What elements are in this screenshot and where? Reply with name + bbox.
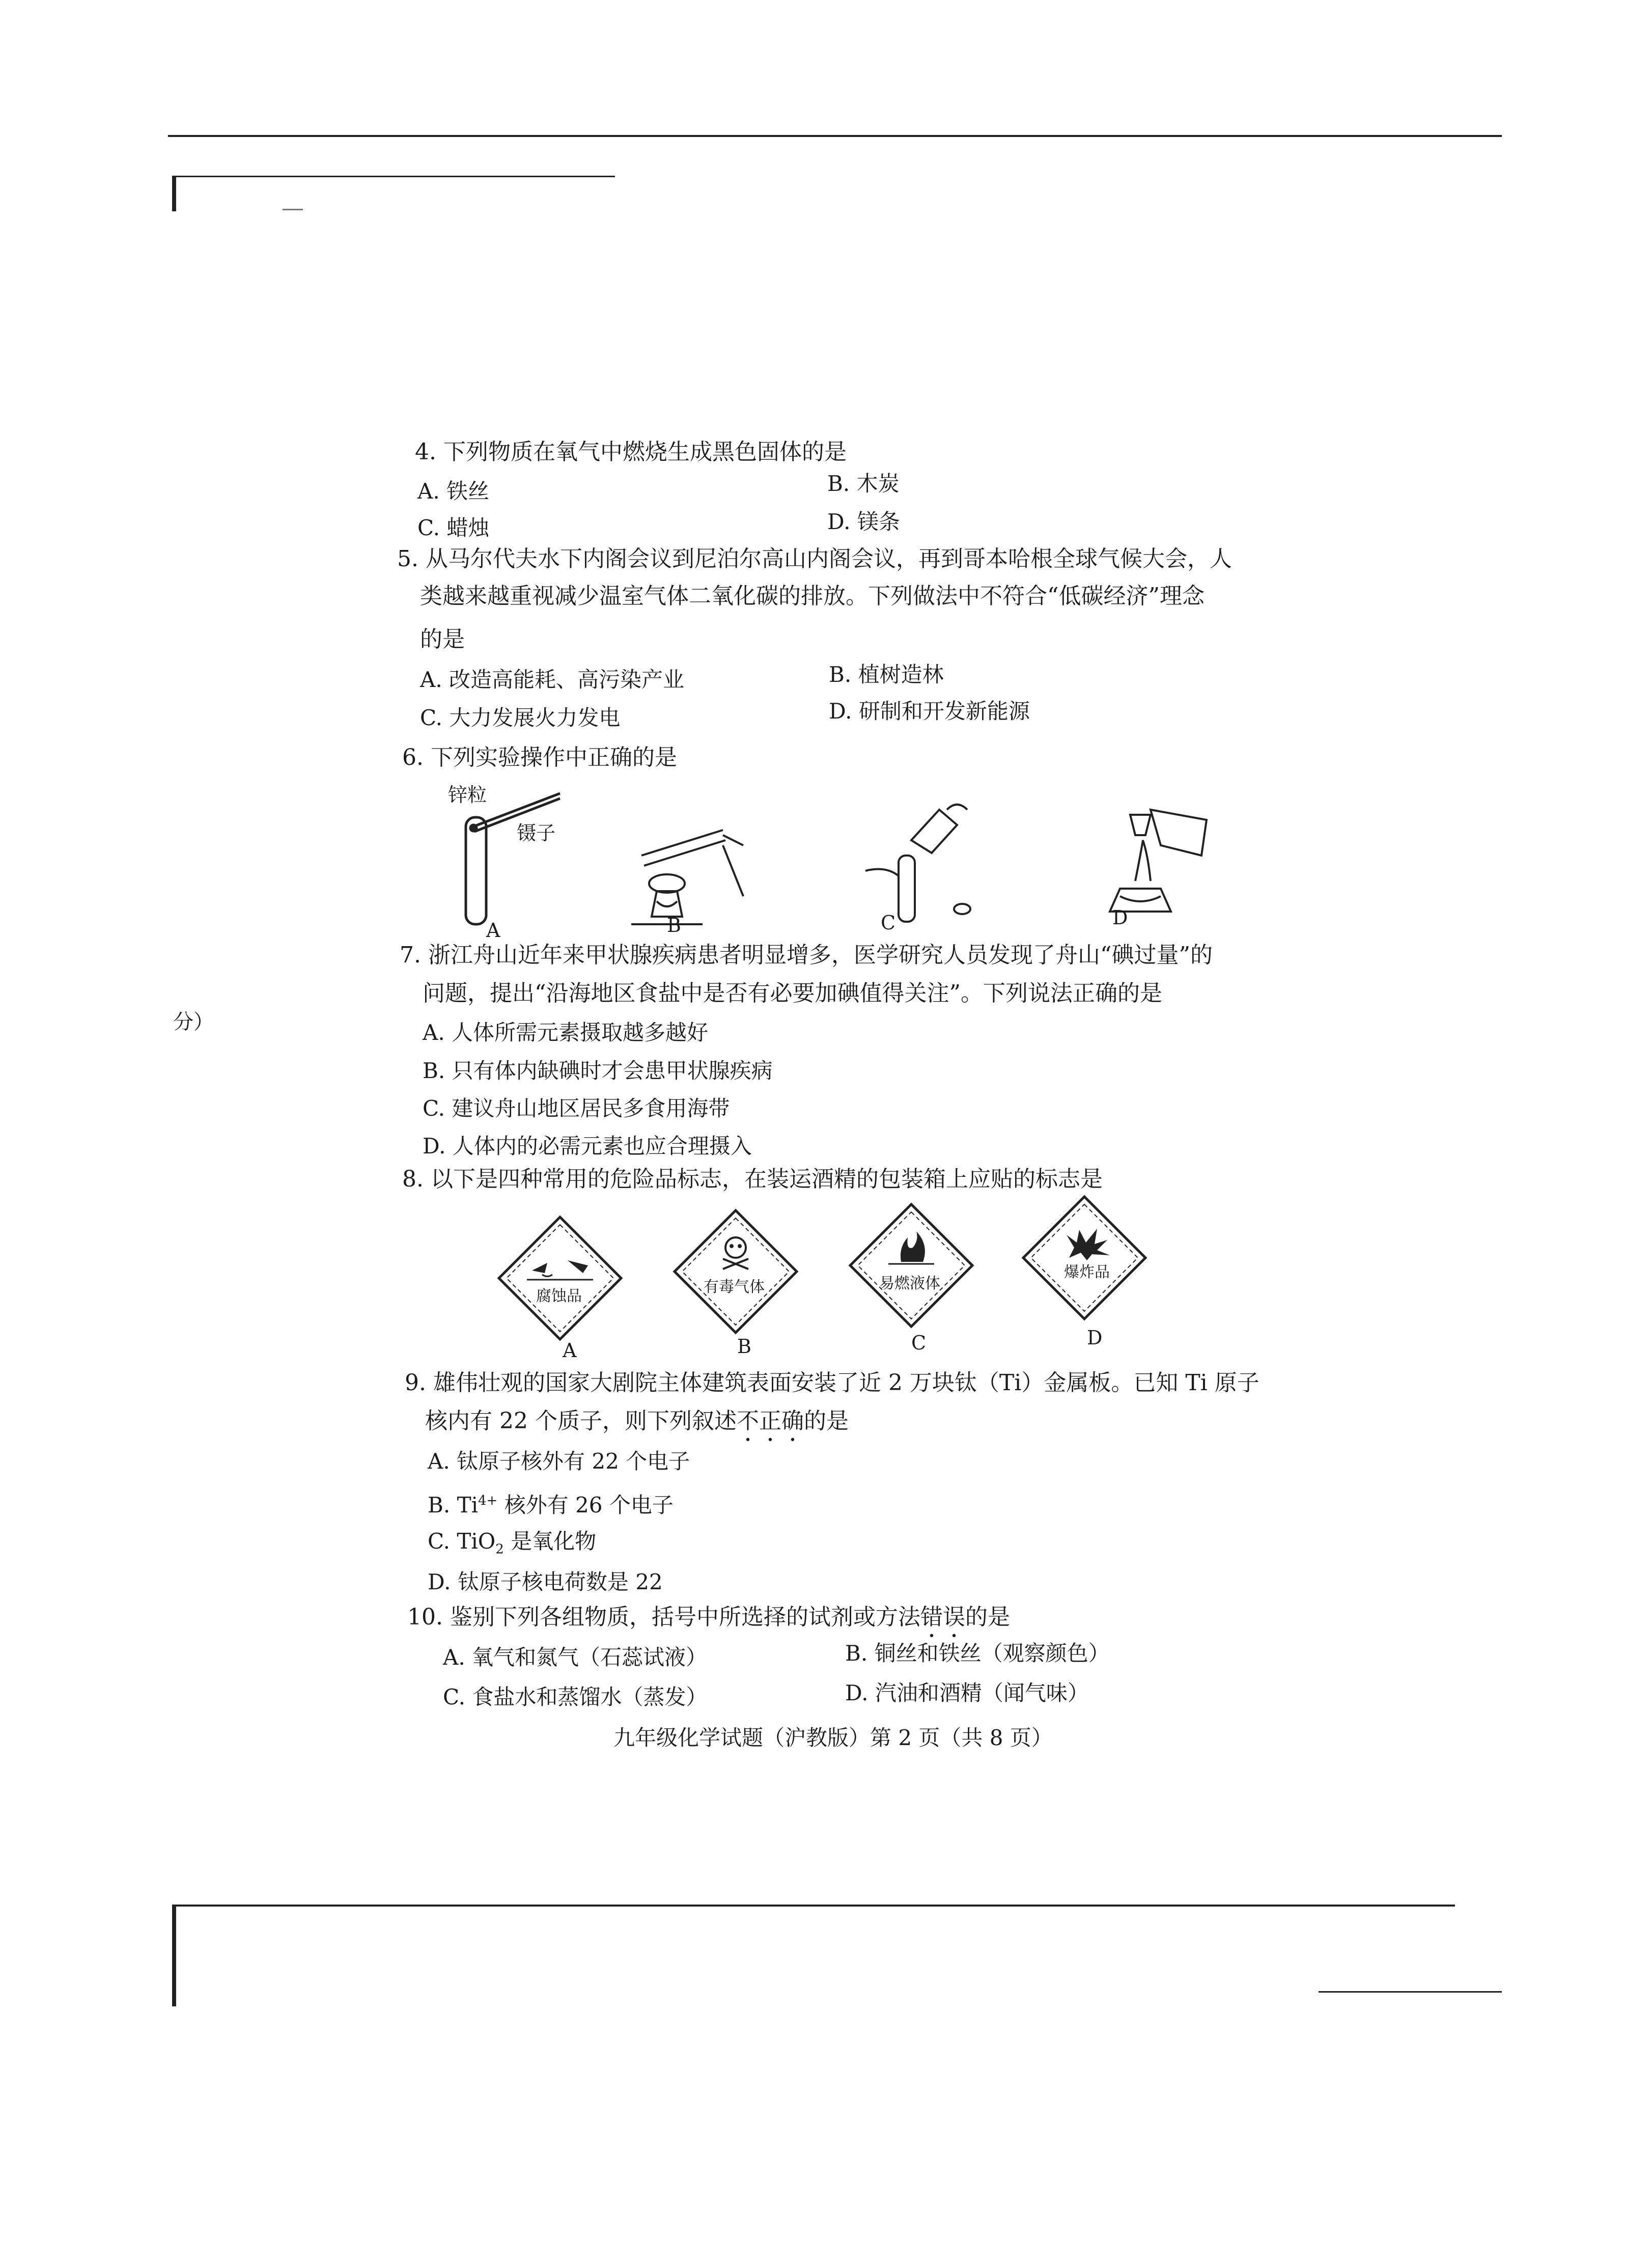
q8-sign-c bbox=[848, 1202, 975, 1329]
q9-option-b-pre: B. Ti bbox=[428, 1493, 479, 1518]
q5-option-d: D. 研制和开发新能源 bbox=[829, 699, 1030, 724]
q5-option-c: C. 大力发展火力发电 bbox=[420, 705, 621, 730]
left-bracket-top bbox=[172, 176, 176, 211]
scan-mark bbox=[283, 209, 303, 210]
q6-letter-c: C bbox=[881, 912, 896, 934]
q4-option-a: A. 铁丝 bbox=[417, 479, 490, 504]
q4-option-b: B. 木炭 bbox=[827, 471, 900, 496]
flammable-liquid-sign-icon bbox=[848, 1202, 975, 1329]
q6-label-zinc: 锌粒 bbox=[448, 784, 487, 806]
q9-option-b-post: 核外有 26 个电子 bbox=[497, 1493, 674, 1518]
q9-option-c bbox=[428, 1529, 596, 1562]
q7-line-1: 7. 浙江舟山近年来甲状腺疾病患者明显增多，医学研究人员发现了舟山“碘过量”的 bbox=[400, 942, 1213, 968]
q10-stem-emphasis: 错误 bbox=[920, 1604, 965, 1630]
q9-option-b-sup: 4+ bbox=[478, 1493, 498, 1508]
bottom-right-rule bbox=[1319, 1991, 1502, 1993]
q5-option-b: B. 植树造林 bbox=[829, 662, 944, 687]
page-footer: 九年级化学试题（沪教版）第 2 页（共 8 页） bbox=[613, 1725, 1053, 1750]
q8-letter-c: C bbox=[911, 1332, 927, 1354]
q10-option-b: B. 铜丝和铁丝（观察颜色） bbox=[845, 1641, 1110, 1666]
q6-figure-a bbox=[466, 793, 560, 924]
q9-line-2-pre: 核内有 22 个质子，则下列叙述 bbox=[425, 1408, 737, 1434]
q6-stem: 6. 下列实验操作中正确的是 bbox=[402, 744, 677, 770]
q4-stem: 4. 下列物质在氧气中燃烧生成黑色固体的是 bbox=[415, 439, 847, 465]
q9-option-a: A. 钛原子核外有 22 个电子 bbox=[428, 1449, 690, 1474]
q10-option-a: A. 氧气和氮气（石蕊试液） bbox=[443, 1645, 708, 1670]
q9-line-2-emphasis: 不正确 bbox=[736, 1408, 804, 1434]
q6-figure-d bbox=[1110, 810, 1207, 912]
q7-option-c: C. 建议舟山地区居民多食用海带 bbox=[423, 1096, 730, 1121]
bottom-rule bbox=[172, 1905, 1455, 1907]
q9-line-2 bbox=[425, 1408, 849, 1447]
q6-figure-c bbox=[865, 805, 970, 922]
toxic-gas-sign-icon bbox=[672, 1208, 799, 1335]
q9-option-c-sub: 2 bbox=[495, 1541, 504, 1557]
q9-option-b bbox=[428, 1488, 674, 1518]
q8-sign-d-label: 爆炸品 bbox=[1064, 1263, 1110, 1281]
q10-option-c: C. 食盐水和蒸馏水（蒸发） bbox=[443, 1685, 708, 1709]
q8-sign-b bbox=[672, 1208, 799, 1335]
q5-line-1: 5. 从马尔代夫水下内阁会议到尼泊尔高山内阁会议，再到哥本哈根全球气候大会，人 bbox=[397, 546, 1232, 572]
q7-option-a: A. 人体所需元素摄取越多越好 bbox=[423, 1020, 709, 1045]
inner-top-rule bbox=[172, 176, 615, 177]
top-rule bbox=[168, 135, 1502, 137]
q8-letter-a: A bbox=[563, 1339, 577, 1362]
q6-letter-a: A bbox=[486, 919, 500, 942]
q5-line-3: 的是 bbox=[420, 626, 465, 652]
q9-option-c-post: 是氧化物 bbox=[503, 1529, 597, 1554]
q8-sign-a bbox=[496, 1215, 624, 1342]
corrosive-sign-icon bbox=[496, 1215, 624, 1342]
q7-option-b: B. 只有体内缺碘时才会患甲状腺疾病 bbox=[423, 1058, 773, 1083]
q5-option-a: A. 改造高能耗、高污染产业 bbox=[420, 667, 685, 692]
q8-sign-a-label: 腐蚀品 bbox=[536, 1287, 582, 1305]
q6-lab-figures bbox=[438, 779, 1263, 942]
q9-line-1: 9. 雄伟壮观的国家大剧院主体建筑表面安装了近 2 万块钛（Ti）金属板。已知 Ti 原子 bbox=[405, 1370, 1259, 1396]
q10-stem bbox=[407, 1604, 1010, 1643]
q4-option-d: D. 镁条 bbox=[827, 509, 900, 534]
q6-figure-b bbox=[631, 830, 743, 924]
q8-sign-b-label: 有毒气体 bbox=[704, 1278, 765, 1296]
q6-label-tweezers: 镊子 bbox=[517, 822, 556, 844]
left-bracket-bottom bbox=[172, 1905, 176, 2006]
margin-note: 分） bbox=[173, 1010, 214, 1034]
q8-letter-d: D bbox=[1087, 1327, 1103, 1349]
q5-line-2: 类越来越重视减少温室气体二氧化碳的排放。下列做法中不符合“低碳经济”理念 bbox=[420, 583, 1205, 609]
q8-sign-c-label: 易燃液体 bbox=[879, 1275, 940, 1292]
q10-option-d: D. 汽油和酒精（闻气味） bbox=[845, 1680, 1089, 1705]
q10-stem-pre: 10. 鉴别下列各组物质，括号中所选择的试剂或方法 bbox=[407, 1604, 920, 1630]
q9-option-d: D. 钛原子核电荷数是 22 bbox=[428, 1569, 663, 1594]
q7-line-2: 问题，提出“沿海地区食盐中是否有必要加碘值得关注”。下列说法正确的是 bbox=[423, 980, 1162, 1006]
q7-option-d: D. 人体内的必需元素也应合理摄入 bbox=[423, 1134, 752, 1158]
q4-option-c: C. 蜡烛 bbox=[417, 515, 490, 540]
q6-letter-d: D bbox=[1112, 906, 1128, 929]
q6-letter-b: B bbox=[667, 914, 681, 936]
q10-stem-post: 的是 bbox=[965, 1604, 1010, 1630]
q8-stem: 8. 以下是四种常用的危险品标志，在装运酒精的包装箱上应贴的标志是 bbox=[402, 1166, 1103, 1192]
q9-option-c-pre: C. TiO bbox=[428, 1529, 496, 1554]
explosive-sign-icon bbox=[1021, 1194, 1148, 1321]
q9-line-2-post: 的是 bbox=[803, 1408, 849, 1434]
q8-sign-d bbox=[1021, 1194, 1148, 1321]
q8-letter-b: B bbox=[737, 1335, 751, 1358]
